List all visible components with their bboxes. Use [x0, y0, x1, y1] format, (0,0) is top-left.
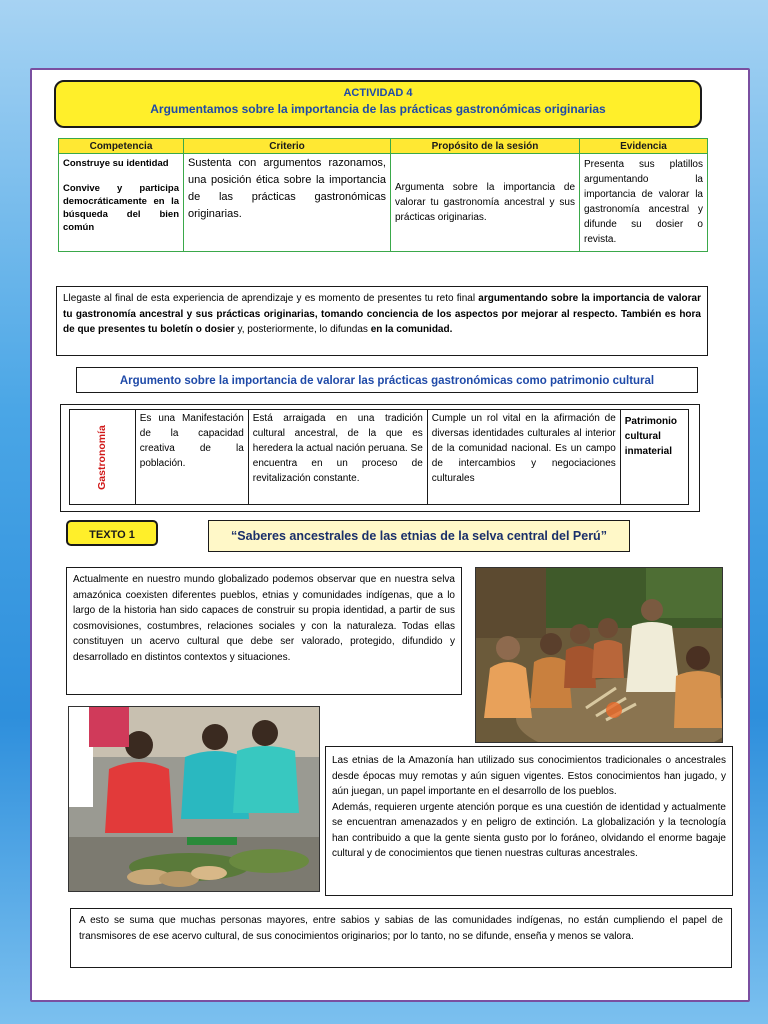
text-paragraph-3: Además, requieren urgente atención porque es una cuestión de identidad y actualmente se encuentran amenazados y en peligro de extinción. La globalización y la tecnología han contribuido a que la gente sienta gusto por lo foráneo, olvidando el enorme bagaje cultural y de conocimientos que tienen nuestras culturas ancestrales.	[332, 801, 726, 859]
gastronomy-col-1: Es una Manifestación de la capacidad creativa de la población.	[135, 410, 248, 505]
argument-title: Argumento sobre la importancia de valorar las prácticas gastronómicas como patrimonio cultural	[76, 367, 698, 393]
texto-title: “Saberes ancestrales de las etnias de la selva central del Perú”	[208, 520, 630, 552]
competencia-1: Construye su identidad	[63, 158, 169, 169]
intro-text-4: en la comunidad.	[370, 324, 453, 335]
gastronomy-frame	[60, 404, 700, 512]
activity-title: Argumentamos sobre la importancia de las prácticas gastronómicas originarias	[150, 102, 606, 116]
gastronomy-table	[69, 409, 689, 505]
worksheet-page	[30, 68, 750, 1002]
header-evidencia: Evidencia	[580, 139, 708, 154]
gastronomy-label-cell	[70, 410, 136, 505]
header-proposito: Propósito de la sesión	[391, 139, 580, 154]
gastronomy-col-4: Patrimonio cultural inmaterial	[620, 410, 688, 505]
text-paragraphs-2-3	[325, 746, 733, 896]
texto-tag: TEXTO 1	[66, 520, 158, 546]
photo-elders-cooking-illustration	[476, 568, 722, 742]
gastronomy-col-3: Cumple un rol vital en la afirmación de diversas identidades culturales al interior de la comunidad nacional. Es un campo de intercambios y negociaciones culturales	[427, 410, 620, 505]
competencia-cell	[59, 154, 184, 252]
intro-text-1: Llegaste al final de esta experiencia de aprendizaje y es momento de presentes tu reto final	[63, 293, 479, 304]
competencia-2: Convive y participa democráticamente en la búsqueda del bien común	[63, 183, 179, 233]
text-paragraph-2: Las etnias de la Amazonía han utilizado sus conocimientos tradicionales o ancestrales desde épocas muy remotas y aún siguen vigentes. Estos conocimientos han jugado, y aún juegan, un papel importante en el desarrollo de los pueblos.	[332, 755, 726, 797]
text-paragraph-4: A esto se suma que muchas personas mayores, entre sabios y sabias de las comunidades indígenas, no están cumpliendo el papel de transmisores de ese acervo cultural, de sus conocimientos originarios; por lo tanto, no se difunde, enseña y menos se valora.	[70, 908, 732, 968]
text-paragraph-1: Actualmente en nuestro mundo globalizado podemos observar que en nuestra selva amazónica coexisten diferentes pueblos, etnias y comunidades indígenas, que a lo largo de la historia han sido capaces de construir su propia identidad, a partir de sus cosmovisiones, costumbres, relaciones sociales y con la naturaleza. Todas ellas constituyen un acervo cultural que debe ser valorado, protegido, difundido y desarrollado en distintos contextos y situaciones.	[66, 567, 462, 695]
intro-text-3: y, posteriormente, lo difundas	[234, 324, 371, 335]
header-criterio: Criterio	[184, 139, 391, 154]
gastronomy-col-2: Está arraigada en una tradición cultural ancestral, de la que es heredera la actual nación peruana. Se encuentra en un proceso de revitalización constante.	[248, 410, 427, 505]
gastronomy-label: Gastronomía	[95, 424, 108, 490]
criterio-cell: Sustenta con argumentos razonamos, una posición ética sobre la importancia de las prácticas gastronómicas originarias.	[184, 154, 391, 252]
competency-table	[58, 138, 708, 252]
header-competencia: Competencia	[59, 139, 184, 154]
proposito-cell: Argumenta sobre la importancia de valorar tu gastronomía ancestral y sus prácticas originarias.	[391, 154, 580, 252]
photo-elders-cooking	[475, 567, 723, 743]
activity-header	[54, 80, 702, 128]
activity-number: ACTIVIDAD 4	[343, 87, 413, 99]
intro-text-2: argumentando sobre la importancia de valorar tu gastronomía ancestral y sus prácticas originarias, tomando conciencia de los aspectos por mejorar al respecto. También es hora de que presentes tu boletín o dosier	[63, 293, 701, 335]
photo-women-vegetables-illustration	[69, 707, 319, 891]
intro-box	[56, 286, 708, 356]
photo-women-vegetables	[68, 706, 320, 892]
evidencia-cell: Presenta sus platillos argumentando la importancia de valorar la gastronomía ancestral y difunde su dosier o revista.	[580, 154, 708, 252]
